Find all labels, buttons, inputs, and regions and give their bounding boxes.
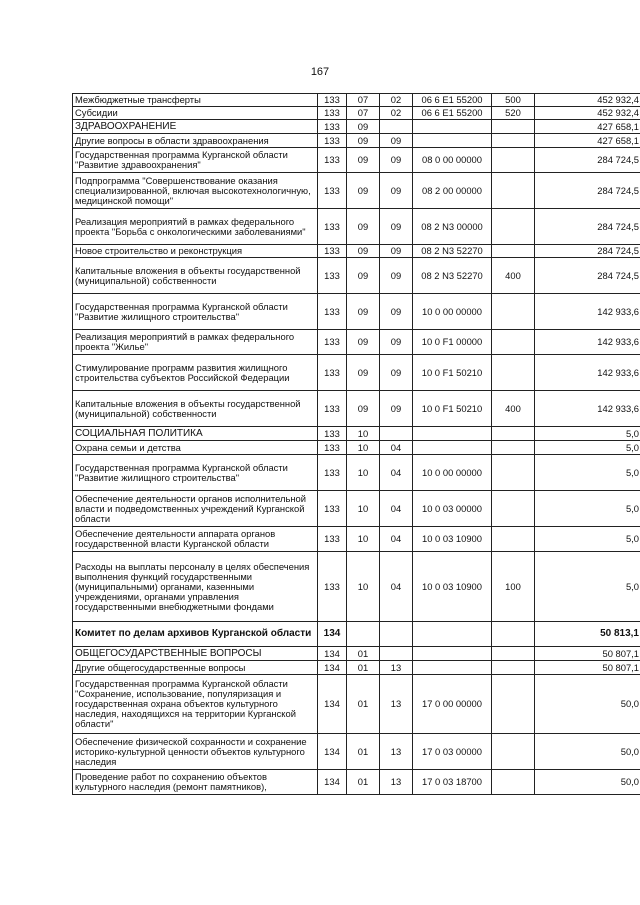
row-pr-cell [380,120,413,134]
row-sum-cell: 5,0 [535,441,640,455]
row-sum-cell: 50 813,1 [535,622,640,647]
row-rz-cell: 09 [347,245,380,258]
row-vr-cell [492,661,535,675]
row-sum-cell: 50 807,1 [535,661,640,675]
row-sum-cell: 50,0 [535,770,640,795]
row-rz-cell: 07 [347,107,380,120]
row-pr-cell: 09 [380,148,413,173]
row-vr-cell [492,441,535,455]
row-sum-cell: 284 724,5 [535,245,640,258]
row-cs-cell: 08 2 N3 52270 [413,245,492,258]
row-vr-cell [492,734,535,770]
row-cs-cell [413,622,492,647]
row-gr-cell: 133 [318,245,347,258]
row-cs-cell [413,661,492,675]
row-gr-cell: 134 [318,661,347,675]
row-gr-cell: 133 [318,527,347,552]
table-row [73,94,640,107]
row-sum-cell: 142 933,6 [535,355,640,391]
row-pr-cell: 09 [380,258,413,294]
row-gr-cell: 134 [318,734,347,770]
row-pr-cell: 13 [380,675,413,734]
row-rz-cell: 10 [347,455,380,491]
row-vr-cell: 500 [492,94,535,107]
row-name-cell: Межбюджетные трансферты [73,94,318,107]
row-pr-cell: 09 [380,209,413,245]
table-row [73,675,640,734]
row-pr-cell: 13 [380,661,413,675]
row-vr-cell [492,770,535,795]
table-row [73,661,640,675]
row-vr-cell: 400 [492,258,535,294]
row-rz-cell [347,622,380,647]
row-cs-cell: 10 0 03 10900 [413,527,492,552]
table-row [73,427,640,441]
row-sum-cell: 5,0 [535,455,640,491]
row-cs-cell: 17 0 00 00000 [413,675,492,734]
row-sum-cell: 50 807,1 [535,647,640,661]
row-cs-cell [413,120,492,134]
row-name-cell: Реализация мероприятий в рамках федерального проекта "Жилье" [73,330,318,355]
row-cs-cell: 10 0 00 00000 [413,294,492,330]
row-sum-cell: 452 932,4 [535,107,640,120]
table-row [73,173,640,209]
table-row [73,552,640,622]
row-cs-cell: 06 6 E1 55200 [413,107,492,120]
row-pr-cell: 02 [380,94,413,107]
row-name-cell: Другие общегосударственные вопросы [73,661,318,675]
row-gr-cell: 133 [318,330,347,355]
row-pr-cell: 09 [380,173,413,209]
row-sum-cell: 284 724,5 [535,209,640,245]
row-rz-cell: 09 [347,134,380,148]
row-gr-cell: 133 [318,107,347,120]
row-pr-cell: 04 [380,527,413,552]
row-gr-cell: 133 [318,491,347,527]
row-sum-cell: 142 933,6 [535,391,640,427]
row-cs-cell: 08 2 N3 00000 [413,209,492,245]
row-name-cell: Стимулирование программ развития жилищного строительства субъектов Российской Федерации [73,355,318,391]
row-cs-cell [413,134,492,148]
table-row [73,148,640,173]
row-gr-cell: 133 [318,134,347,148]
row-pr-cell: 09 [380,245,413,258]
row-pr-cell: 04 [380,491,413,527]
row-rz-cell: 09 [347,258,380,294]
row-vr-cell [492,527,535,552]
row-cs-cell: 10 0 F1 00000 [413,330,492,355]
row-cs-cell: 08 2 00 00000 [413,173,492,209]
row-name-cell: ЗДРАВООХРАНЕНИЕ [73,120,318,134]
row-gr-cell: 133 [318,258,347,294]
table-row [73,770,640,795]
row-pr-cell: 04 [380,552,413,622]
row-cs-cell: 10 0 03 00000 [413,491,492,527]
row-pr-cell: 09 [380,294,413,330]
row-name-cell: СОЦИАЛЬНАЯ ПОЛИТИКА [73,427,318,441]
row-name-cell: ОБЩЕГОСУДАРСТВЕННЫЕ ВОПРОСЫ [73,647,318,661]
budget-table [72,93,640,795]
row-cs-cell: 08 0 00 00000 [413,148,492,173]
row-vr-cell [492,675,535,734]
row-cs-cell [413,647,492,661]
row-pr-cell: 13 [380,734,413,770]
row-vr-cell [492,294,535,330]
row-sum-cell: 284 724,5 [535,258,640,294]
row-sum-cell: 284 724,5 [535,148,640,173]
row-sum-cell: 50,0 [535,734,640,770]
budget-table-body [73,94,640,795]
row-rz-cell: 10 [347,427,380,441]
row-rz-cell: 07 [347,94,380,107]
table-row [73,258,640,294]
row-name-cell: Проведение работ по сохранению объектов культурного наследия (ремонт памятников), [73,770,318,795]
row-sum-cell: 5,0 [535,552,640,622]
row-name-cell: Комитет по делам архивов Курганской области [73,622,318,647]
row-gr-cell: 133 [318,209,347,245]
row-rz-cell: 01 [347,770,380,795]
row-rz-cell: 01 [347,675,380,734]
row-rz-cell: 09 [347,173,380,209]
row-rz-cell: 01 [347,647,380,661]
table-row [73,107,640,120]
row-vr-cell: 400 [492,391,535,427]
row-sum-cell: 427 658,1 [535,134,640,148]
row-name-cell: Государственная программа Курганской области "Сохранение, использование, популяризация и государственная охрана объектов культурного наследия, находящихся на территории Курганской области" [73,675,318,734]
table-row [73,734,640,770]
row-cs-cell: 10 0 F1 50210 [413,391,492,427]
row-name-cell: Обеспечение физической сохранности и сохранение историко-культурной ценности объектов культурного наследия [73,734,318,770]
row-gr-cell: 133 [318,427,347,441]
row-name-cell: Обеспечение деятельности органов исполнительной власти и подведомственных учреждений Курганской области [73,491,318,527]
row-name-cell: Реализация мероприятий в рамках федерального проекта "Борьба с онкологическими заболеваниями" [73,209,318,245]
row-gr-cell: 134 [318,675,347,734]
row-name-cell: Подпрограмма "Совершенствование оказания специализированной, включая высокотехнологичную, медицинской помощи" [73,173,318,209]
row-gr-cell: 133 [318,441,347,455]
row-vr-cell [492,209,535,245]
row-rz-cell: 09 [347,294,380,330]
row-cs-cell: 17 0 03 00000 [413,734,492,770]
row-vr-cell [492,120,535,134]
table-row [73,391,640,427]
row-pr-cell: 09 [380,391,413,427]
row-name-cell: Государственная программа Курганской области "Развитие жилищного строительства" [73,294,318,330]
row-name-cell: Обеспечение деятельности аппарата органов государственной власти Курганской области [73,527,318,552]
row-vr-cell [492,427,535,441]
row-cs-cell: 10 0 00 00000 [413,455,492,491]
row-sum-cell: 5,0 [535,427,640,441]
row-cs-cell: 17 0 03 18700 [413,770,492,795]
row-gr-cell: 133 [318,455,347,491]
row-cs-cell [413,427,492,441]
row-sum-cell: 142 933,6 [535,294,640,330]
row-name-cell: Расходы на выплаты персоналу в целях обеспечения выполнения функций государственными (муниципальными) органами, казенными учреждениями, органами управления государственными внебюджетными фондами [73,552,318,622]
row-gr-cell: 133 [318,355,347,391]
row-vr-cell [492,491,535,527]
row-gr-cell: 133 [318,148,347,173]
row-vr-cell [492,455,535,491]
page-number: 167 [310,66,330,78]
row-gr-cell: 133 [318,294,347,330]
row-gr-cell: 133 [318,552,347,622]
row-gr-cell: 133 [318,391,347,427]
row-pr-cell: 04 [380,441,413,455]
row-pr-cell: 04 [380,455,413,491]
row-pr-cell [380,427,413,441]
row-sum-cell: 142 933,6 [535,330,640,355]
row-rz-cell: 09 [347,120,380,134]
row-pr-cell: 09 [380,134,413,148]
table-row [73,355,640,391]
row-rz-cell: 01 [347,734,380,770]
row-gr-cell: 134 [318,647,347,661]
row-gr-cell: 133 [318,94,347,107]
row-cs-cell [413,441,492,455]
row-rz-cell: 09 [347,209,380,245]
row-rz-cell: 10 [347,552,380,622]
row-cs-cell: 10 0 F1 50210 [413,355,492,391]
row-gr-cell: 134 [318,770,347,795]
row-name-cell: Другие вопросы в области здравоохранения [73,134,318,148]
row-cs-cell: 06 6 E1 55200 [413,94,492,107]
table-row [73,209,640,245]
row-rz-cell: 09 [347,391,380,427]
row-vr-cell [492,647,535,661]
row-vr-cell [492,134,535,148]
row-rz-cell: 10 [347,527,380,552]
row-sum-cell: 50,0 [535,675,640,734]
row-sum-cell: 5,0 [535,491,640,527]
row-vr-cell [492,245,535,258]
row-pr-cell: 02 [380,107,413,120]
row-rz-cell: 10 [347,441,380,455]
table-row [73,120,640,134]
row-vr-cell [492,148,535,173]
row-vr-cell [492,330,535,355]
row-gr-cell: 133 [318,120,347,134]
table-row [73,491,640,527]
row-pr-cell [380,622,413,647]
table-row [73,647,640,661]
row-rz-cell: 09 [347,355,380,391]
row-rz-cell: 09 [347,330,380,355]
table-row [73,441,640,455]
row-name-cell: Охрана семьи и детства [73,441,318,455]
table-row [73,294,640,330]
row-sum-cell: 452 932,4 [535,94,640,107]
row-rz-cell: 10 [347,491,380,527]
row-name-cell: Субсидии [73,107,318,120]
table-row [73,527,640,552]
row-sum-cell: 427 658,1 [535,120,640,134]
row-name-cell: Государственная программа Курганской области "Развитие жилищного строительства" [73,455,318,491]
row-cs-cell: 08 2 N3 52270 [413,258,492,294]
row-pr-cell: 09 [380,355,413,391]
row-cs-cell: 10 0 03 10900 [413,552,492,622]
row-sum-cell: 284 724,5 [535,173,640,209]
table-row [73,330,640,355]
row-rz-cell: 01 [347,661,380,675]
row-name-cell: Новое строительство и реконструкция [73,245,318,258]
row-rz-cell: 09 [347,148,380,173]
row-vr-cell: 520 [492,107,535,120]
table-row [73,134,640,148]
row-pr-cell: 13 [380,770,413,795]
row-pr-cell [380,647,413,661]
row-sum-cell: 5,0 [535,527,640,552]
row-vr-cell [492,622,535,647]
row-gr-cell: 133 [318,173,347,209]
row-name-cell: Капитальные вложения в объекты государственной (муниципальной) собственности [73,391,318,427]
table-row [73,245,640,258]
row-vr-cell [492,355,535,391]
row-pr-cell: 09 [380,330,413,355]
row-vr-cell [492,173,535,209]
table-row [73,622,640,647]
row-name-cell: Капитальные вложения в объекты государственной (муниципальной) собственности [73,258,318,294]
row-vr-cell: 100 [492,552,535,622]
row-name-cell: Государственная программа Курганской области "Развитие здравоохранения" [73,148,318,173]
table-row [73,455,640,491]
row-gr-cell: 134 [318,622,347,647]
